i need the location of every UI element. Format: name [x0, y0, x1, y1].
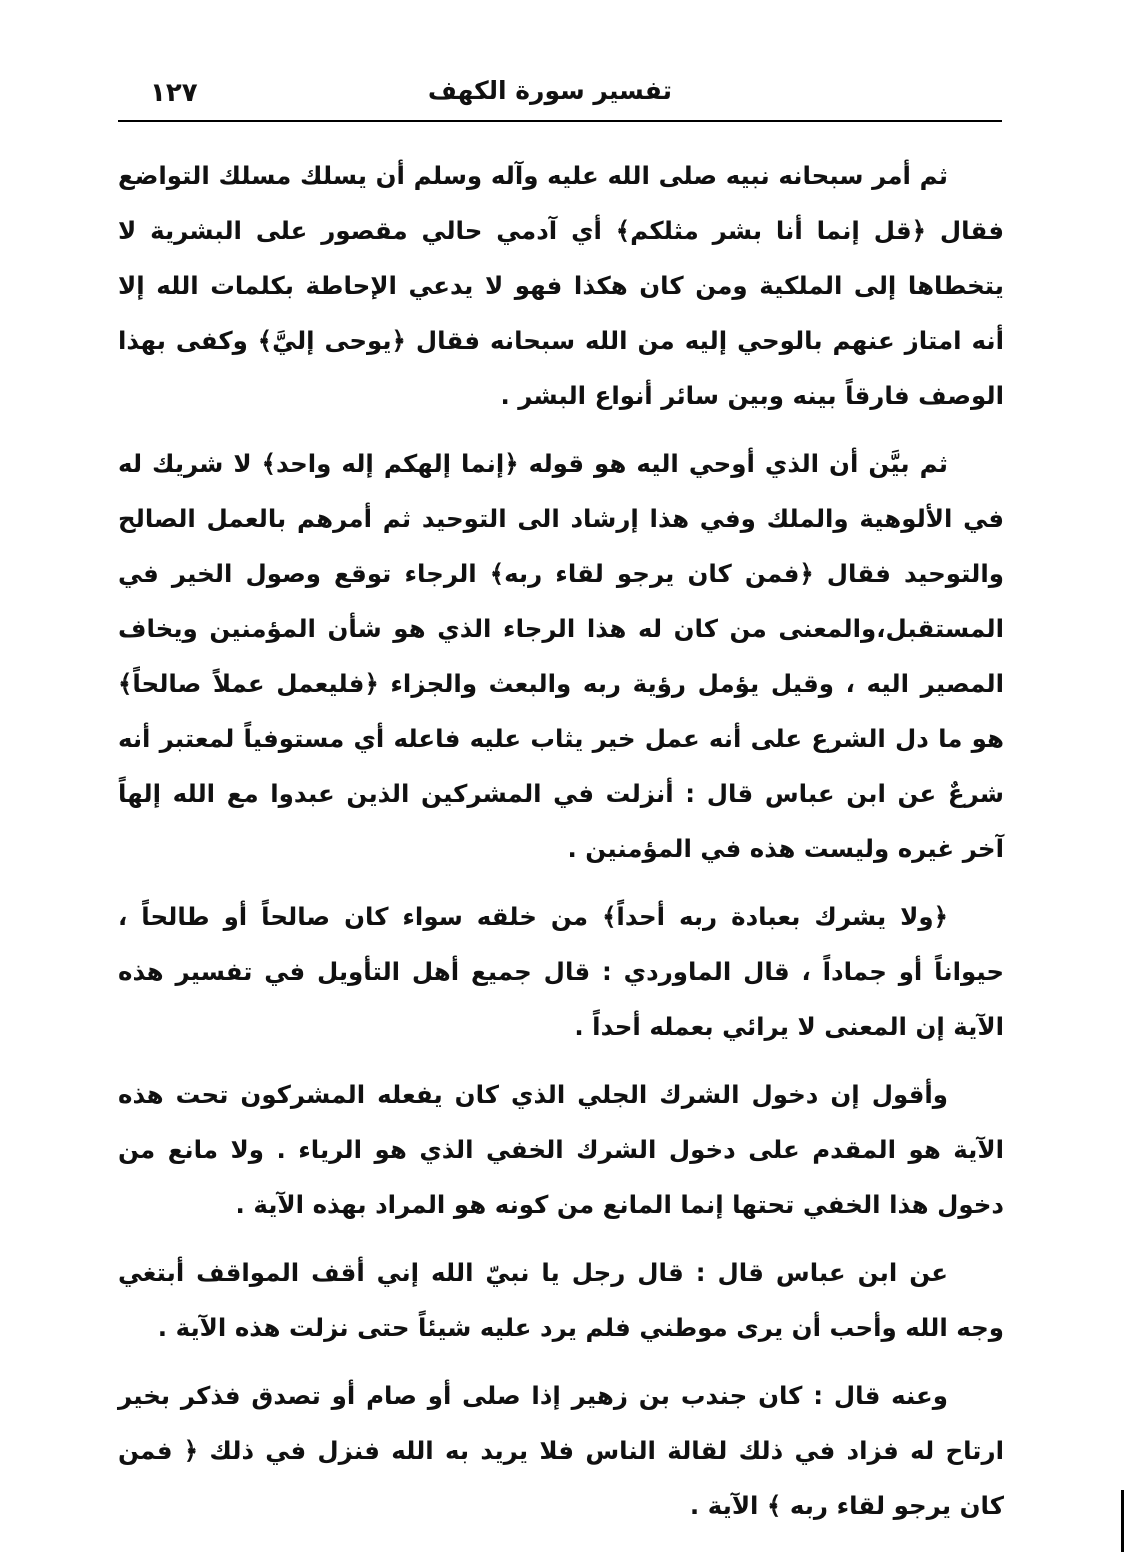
page-body	[118, 148, 1004, 1546]
page-number: ١٢٧	[150, 78, 198, 108]
running-title: تفسير سورة الكهف	[427, 76, 672, 105]
scan-edge-mark	[1121, 1490, 1124, 1552]
page-header	[120, 70, 1002, 120]
paragraph-3: ﴿ولا يشرك بعبادة ربه أحداً﴾ من خلقه سواء كان صالحاً أو طالحاً ، حيواناً أو جماداً ، قال الماوردي : قال جميع أهل التأويل في تفسير هذه الآية إن المعنى لا يرائي بعمله أحداً .	[118, 902, 1004, 1041]
paragraph-4: وأقول إن دخول الشرك الجلي الذي كان يفعله المشركون تحت هذه الآية هو المقدم على دخول الشرك الخفي الذي هو الرياء . ولا مانع من دخول هذا الخفي تحتها إنما المانع من كونه هو المراد بهذه الآية .	[118, 1080, 1004, 1219]
paragraph-1: ثم أمر سبحانه نبيه صلى الله عليه وآله وسلم أن يسلك مسلك التواضع فقال ﴿قل إنما أنا بشر مثلكم﴾ أي آدمي حالي مقصور على البشرية لا يتخطاها إلى الملكية ومن كان هكذا فهو لا يدعي الإحاطة بكلمات الله إلا أنه امتاز عنهم بالوحي إليه من الله سبحانه فقال ﴿يوحى إليَّ﴾ وكفى بهذا الوصف فارقاً بينه وبين سائر أنواع البشر .	[118, 161, 1004, 410]
paragraph-2: ثم بيَّن أن الذي أوحي اليه هو قوله ﴿إنما إلهكم إله واحد﴾ لا شريك له في الألوهية والملك وفي هذا إرشاد الى التوحيد ثم أمرهم بالعمل الصالح والتوحيد فقال ﴿فمن كان يرجو لقاء ربه﴾ الرجاء توقع وصول الخير في المستقبل،والمعنى من كان له هذا الرجاء الذي هو شأن المؤمنين ويخاف المصير اليه ، وقيل يؤمل رؤية ربه والبعث والجزاء ﴿فليعمل عملاً صالحاً﴾ هو ما دل الشرع على أنه عمل خير يثاب عليه فاعله أي مستوفياً لمعتبر أنه شرعٌ عن ابن عباس قال : أنزلت في المشركين الذين عبدوا مع الله إلهاً آخر غيره وليست هذه في المؤمنين .	[118, 449, 1004, 863]
header-divider	[118, 120, 1002, 122]
paragraph-5: عن ابن عباس قال : قال رجل يا نبيّ الله إني أقف المواقف أبتغي وجه الله وأحب أن يرى موطني فلم يرد عليه شيئاً حتى نزلت هذه الآية .	[118, 1258, 1004, 1342]
paragraph-6: وعنه قال : كان جندب بن زهير إذا صلى أو صام أو تصدق فذكر بخير ارتاح له فزاد في ذلك لقالة الناس فلا يريد به الله فنزل في ذلك ﴿ فمن كان يرجو لقاء ربه ﴾ الآية .	[118, 1381, 1004, 1520]
